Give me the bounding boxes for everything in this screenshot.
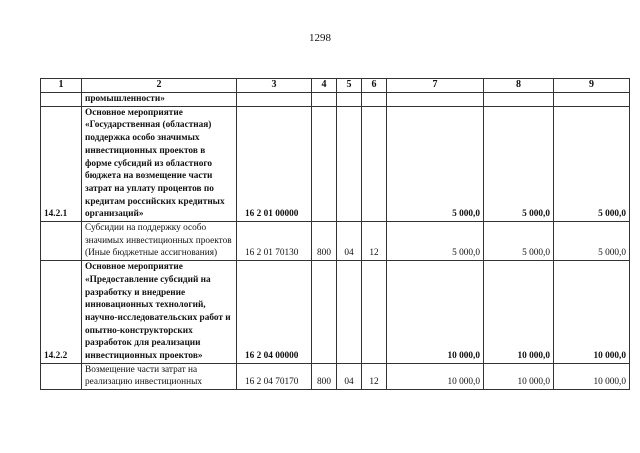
row-col5: 04	[337, 363, 362, 389]
row-col4	[312, 93, 337, 107]
row-value-7	[387, 93, 484, 107]
row-col5	[337, 106, 362, 221]
row-code: 16 2 01 70130	[237, 222, 312, 261]
header-cell: 7	[387, 79, 484, 93]
header-cell: 6	[362, 79, 387, 93]
table-row	[41, 106, 630, 221]
row-value-9: 10 000,0	[554, 363, 630, 389]
row-value-9: 10 000,0	[554, 261, 630, 364]
row-number	[41, 363, 82, 389]
page-number: 1298	[309, 32, 331, 44]
row-description: Субсидии на поддержку особо значимых инвестиционных проектов (Иные бюджетные ассигнования)	[82, 222, 237, 261]
row-value-9: 5 000,0	[554, 222, 630, 261]
budget-table	[40, 78, 630, 390]
row-col4: 800	[312, 222, 337, 261]
row-col4	[312, 261, 337, 364]
row-description: Возмещение части затрат на реализацию инвестиционных	[82, 363, 237, 389]
header-cell: 1	[41, 79, 82, 93]
header-cell: 4	[312, 79, 337, 93]
row-value-8: 5 000,0	[484, 222, 554, 261]
row-col6	[362, 261, 387, 364]
row-col6: 12	[362, 363, 387, 389]
row-col6	[362, 106, 387, 221]
table-row	[41, 261, 630, 364]
table-row	[41, 222, 630, 261]
row-value-7: 10 000,0	[387, 363, 484, 389]
header-cell: 9	[554, 79, 630, 93]
row-description: Основное мероприятие «Предоставление субсидий на разработку и внедрение инновационных технологий, научно-исследовательских работ и опытно-конструкторских разработок для реализации инвестиционных проектов»	[82, 261, 237, 364]
row-value-7: 10 000,0	[387, 261, 484, 364]
row-value-7: 5 000,0	[387, 222, 484, 261]
row-code	[237, 93, 312, 107]
row-value-8: 5 000,0	[484, 106, 554, 221]
header-cell: 5	[337, 79, 362, 93]
row-value-8: 10 000,0	[484, 363, 554, 389]
row-code: 16 2 01 00000	[237, 106, 312, 221]
header-cell: 8	[484, 79, 554, 93]
row-col4: 800	[312, 363, 337, 389]
row-value-8	[484, 93, 554, 107]
row-value-9: 5 000,0	[554, 106, 630, 221]
row-number	[41, 222, 82, 261]
row-description: Основное мероприятие «Государственная (областная) поддержка особо значимых инвестиционных проектов в форме субсидий из областного бюджета на возмещение части затрат на уплату процентов по кредитам российских кредитных организаций»	[82, 106, 237, 221]
header-row	[41, 79, 630, 93]
table-row	[41, 363, 630, 389]
row-col4	[312, 106, 337, 221]
row-number: 14.2.1	[41, 106, 82, 221]
row-col5	[337, 93, 362, 107]
header-cell: 2	[82, 79, 237, 93]
row-code: 16 2 04 00000	[237, 261, 312, 364]
row-number	[41, 93, 82, 107]
row-description: промышленности»	[82, 93, 237, 107]
row-value-9	[554, 93, 630, 107]
row-value-8: 10 000,0	[484, 261, 554, 364]
table-row	[41, 93, 630, 107]
row-col5	[337, 261, 362, 364]
row-number: 14.2.2	[41, 261, 82, 364]
header-cell: 3	[237, 79, 312, 93]
row-value-7: 5 000,0	[387, 106, 484, 221]
row-col6: 12	[362, 222, 387, 261]
row-code: 16 2 04 70170	[237, 363, 312, 389]
row-col5: 04	[337, 222, 362, 261]
row-col6	[362, 93, 387, 107]
